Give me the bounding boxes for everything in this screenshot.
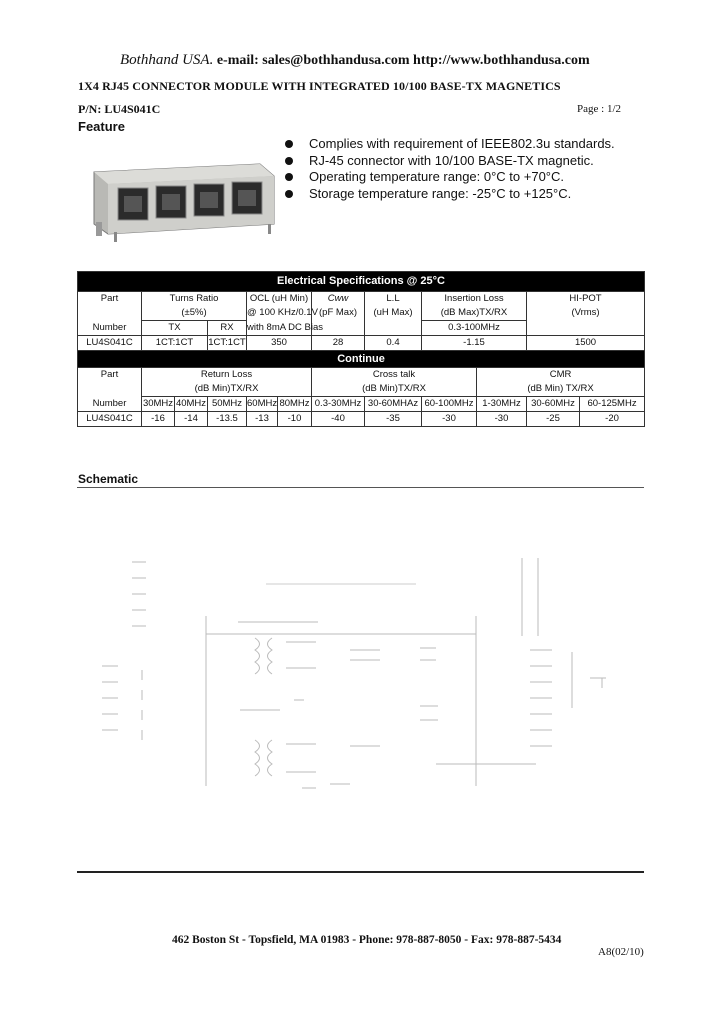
cww-label: Cww <box>312 292 365 307</box>
insertion-loss-header: Insertion Loss <box>422 292 527 307</box>
crosstalk-unit: (dB Min)TX/RX <box>312 382 477 397</box>
cmr-header: CMR <box>477 368 645 383</box>
cmr-unit: (dB Min) TX/RX <box>477 382 645 397</box>
list-item: Storage temperature range: -25°C to +125°C. <box>285 186 665 203</box>
part-number: P/N: LU4S041C <box>78 102 161 116</box>
turns-tolerance: (±5%) <box>142 306 247 321</box>
part-label: Part <box>78 292 142 307</box>
page-number: Page : 1/2 <box>577 103 621 115</box>
list-item: RJ-45 connector with 10/100 BASE-TX magnetic. <box>285 153 665 170</box>
footer-address: 462 Boston St - Topsfield, MA 01983 - Phone: 978-887-8050 - Fax: 978-887-5434 <box>172 934 562 946</box>
turns-ratio-header: Turns Ratio <box>142 292 247 307</box>
crosstalk-header: Cross talk <box>312 368 477 383</box>
continue-band: Continue <box>78 351 645 368</box>
brand-name: Bothhand USA. <box>120 52 214 68</box>
feature-list <box>285 136 665 202</box>
number-label-2: Number <box>78 397 142 412</box>
schematic-diagram <box>90 550 630 810</box>
part-label-2: Part <box>78 368 142 383</box>
contact-info: e-mail: sales@bothhandusa.com http://www.bothhandusa.com <box>216 53 590 68</box>
revision-code: A8(02/10) <box>598 946 644 958</box>
hipot-unit: (Vrms) <box>527 306 645 321</box>
bullet-icon <box>285 140 293 148</box>
ll-unit: (uH Max) <box>365 306 422 321</box>
list-item: Complies with requirement of IEEE802.3u standards. <box>285 136 665 153</box>
table-row: LU4S041C 1CT:1CT 1CT:1CT 350 28 0.4 -1.15 1500 <box>78 336 645 351</box>
rx-label: RX <box>208 321 247 336</box>
divider <box>77 487 644 488</box>
hipot-label: HI-POT <box>527 292 645 307</box>
feature-heading: Feature <box>78 119 125 134</box>
spec-band-title: Electrical Specifications @ 25°C <box>78 272 645 292</box>
ocl-bias: with 8mA DC Bias <box>247 321 312 336</box>
insertion-loss-range: 0.3-100MHz <box>422 321 527 336</box>
schematic-heading: Schematic <box>78 472 139 486</box>
tx-label: TX <box>142 321 208 336</box>
divider <box>77 871 644 873</box>
return-loss-unit: (dB Min)TX/RX <box>142 382 312 397</box>
ocl-header: OCL (uH Min) <box>247 292 312 307</box>
ll-label: L.L <box>365 292 422 307</box>
bullet-icon <box>285 173 293 181</box>
list-item: Operating temperature range: 0°C to +70°C. <box>285 169 665 186</box>
header-contact-line <box>120 52 590 69</box>
number-label: Number <box>78 321 142 336</box>
insertion-loss-unit: (dB Max)TX/RX <box>422 306 527 321</box>
document-title: 1X4 RJ45 CONNECTOR MODULE WITH INTEGRATED 10/100 BASE-TX MAGNETICS <box>78 79 561 93</box>
bullet-icon <box>285 190 293 198</box>
rj45-connector-photo <box>88 162 278 244</box>
electrical-spec-table: Electrical Specifications @ 25°C Part Turns Ratio OCL (uH Min) Cww L.L Insertion Loss HI-POT (±5%) @ 100 KHz/0.1V (pF Max) (uH Max) (dB Max)TX/RX (Vrms) Number TX RX with 8mA DC Bias 0.3-100MHz LU4S041C 1CT:1CT 1CT:1CT 350 28 0.4 -1.15 1500 Continue Part Return Loss Cross talk CMR (dB Min)TX/RX (dB Min)TX/RX (dB Min) TX/RX Number 30MHz 40MHz 50MHz 60MHz 80MHz 0.3-30MHz 30-60MHAz 60-100MHz 1-30MHz 30-60MHz 60-125MHz LU4S041C -16 -14 -13.5 -13 -10 -40 -35 -30 -30 -25 -20 <box>77 271 645 427</box>
return-loss-header: Return Loss <box>142 368 312 383</box>
ocl-condition: @ 100 KHz/0.1V <box>247 306 312 321</box>
cww-unit: (pF Max) <box>312 306 365 321</box>
bullet-icon <box>285 157 293 165</box>
table-row: LU4S041C -16 -14 -13.5 -13 -10 -40 -35 -30 -30 -25 -20 <box>78 412 645 427</box>
